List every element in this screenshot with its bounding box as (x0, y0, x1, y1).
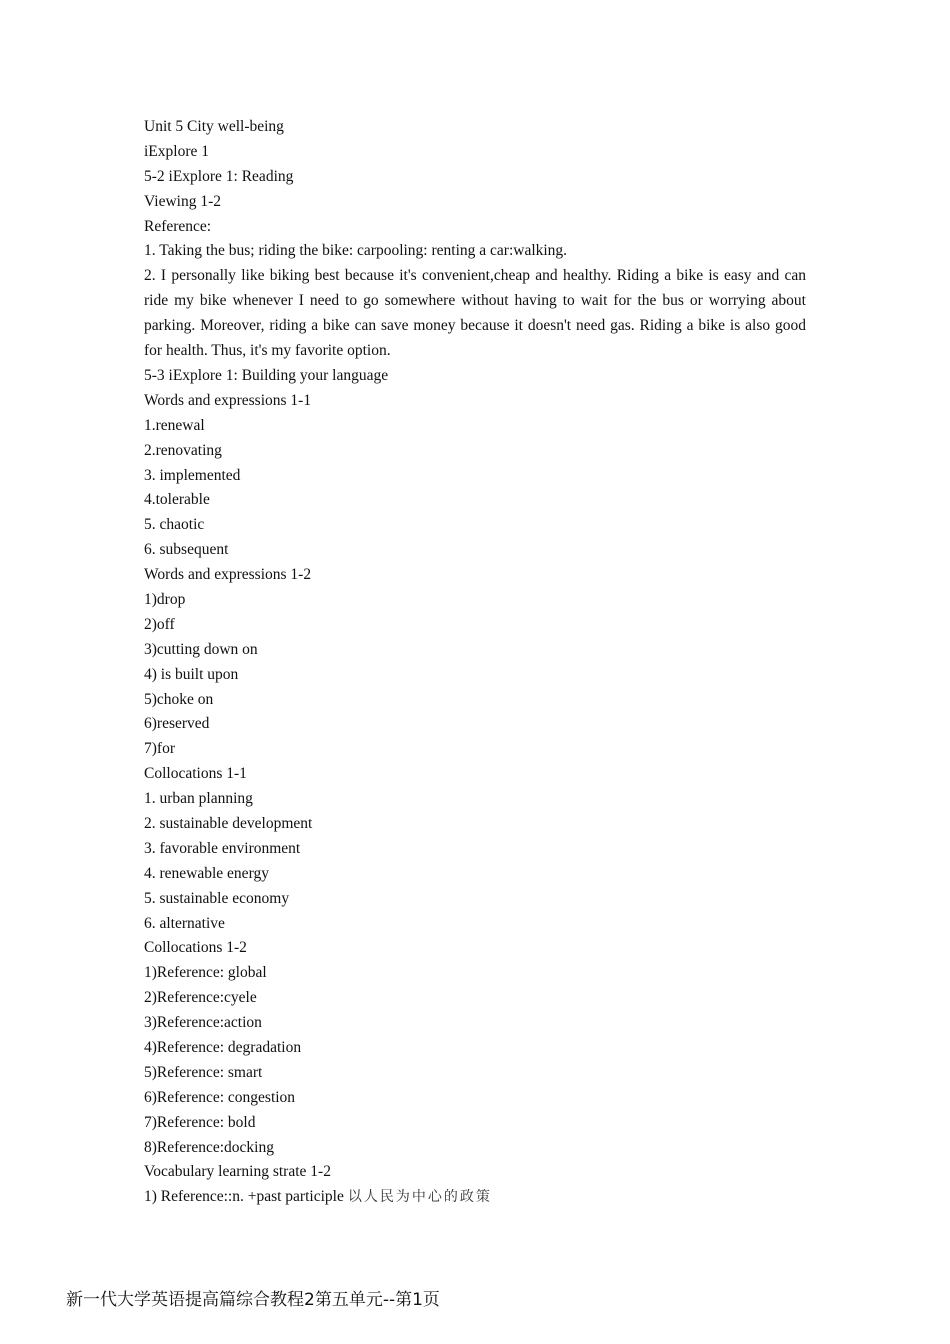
answer-line: 1)drop (144, 590, 186, 608)
document-content (144, 115, 806, 1210)
answer-line-last (144, 1185, 806, 1210)
answer-line: 5. sustainable economy (144, 889, 290, 907)
answer-line: 8)Reference:docking (144, 1138, 274, 1156)
answer-line: 7)for (144, 740, 175, 758)
answer-line: 2)Reference:cyele (144, 989, 257, 1007)
answer-line: 1.renewal (144, 416, 205, 434)
answer-line: 2. sustainable development (144, 815, 313, 832)
unit-title: Unit 5 City well-being (144, 118, 284, 135)
answer-line: 1. Taking the bus; riding the bike: carpooling: renting a car:walking. (144, 242, 568, 260)
answer-text: 1) Reference::n. +past participle (144, 1188, 344, 1206)
chinese-note: 以人民为中心的政策 (347, 1189, 492, 1206)
answer-line: 3)Reference:action (144, 1014, 262, 1032)
answer-line: 6)reserved (144, 715, 210, 733)
answer-line: 5. chaotic (144, 516, 205, 534)
answer-line: 4)Reference: degradation (144, 1039, 302, 1057)
answer-line: 4.tolerable (144, 491, 210, 509)
answer-line: 4) is built upon (144, 665, 239, 683)
answer-line: 4. renewable energy (144, 864, 269, 882)
answer-line: 7)Reference: bold (144, 1113, 256, 1131)
subsection-heading: Words and expressions 1-2 (144, 566, 312, 584)
section-heading: 5-2 iExplore 1: Reading (144, 167, 294, 185)
text-line: Reference: (144, 217, 212, 235)
answer-line: 3. favorable environment (144, 839, 301, 857)
answer-line: 6. alternative (144, 914, 225, 932)
subsection-heading: Collocations 1-2 (144, 939, 247, 957)
answer-line: 2)off (144, 615, 175, 633)
subsection-heading: Collocations 1-1 (144, 765, 247, 783)
page-footer: 新一代大学英语提高篇综合教程2第五单元--第1页 (66, 1290, 440, 1310)
subsection-heading: Viewing 1-2 (144, 192, 221, 210)
answer-line: 3)cutting down on (144, 640, 258, 658)
subsection-heading: Vocabulary learning strate 1-2 (144, 1163, 331, 1181)
section-heading: 5-3 iExplore 1: Building your language (144, 366, 389, 384)
answer-line: 5)choke on (144, 690, 214, 708)
section-heading: iExplore 1 (144, 142, 209, 160)
answer-paragraph: 2. I personally like biking best because it's convenient,cheap and healthy. Riding a bike is easy and can ride my bike whenever I need to go somewhere without having to wait for the bus or worrying about parking. Moreover, riding a bike can save money because it doesn't need gas. Riding a bike is also good for health. Thus, it's my favorite option. (144, 267, 806, 360)
answer-line: 1. urban planning (144, 790, 253, 808)
answer-line: 2.renovating (144, 441, 222, 459)
answer-line: 5)Reference: smart (144, 1063, 263, 1081)
answer-line: 3. implemented (144, 466, 241, 484)
answer-line: 6. subsequent (144, 541, 229, 559)
subsection-heading: Words and expressions 1-1 (144, 391, 312, 409)
answer-line: 6)Reference: congestion (144, 1088, 296, 1106)
answer-line: 1)Reference: global (144, 964, 267, 982)
